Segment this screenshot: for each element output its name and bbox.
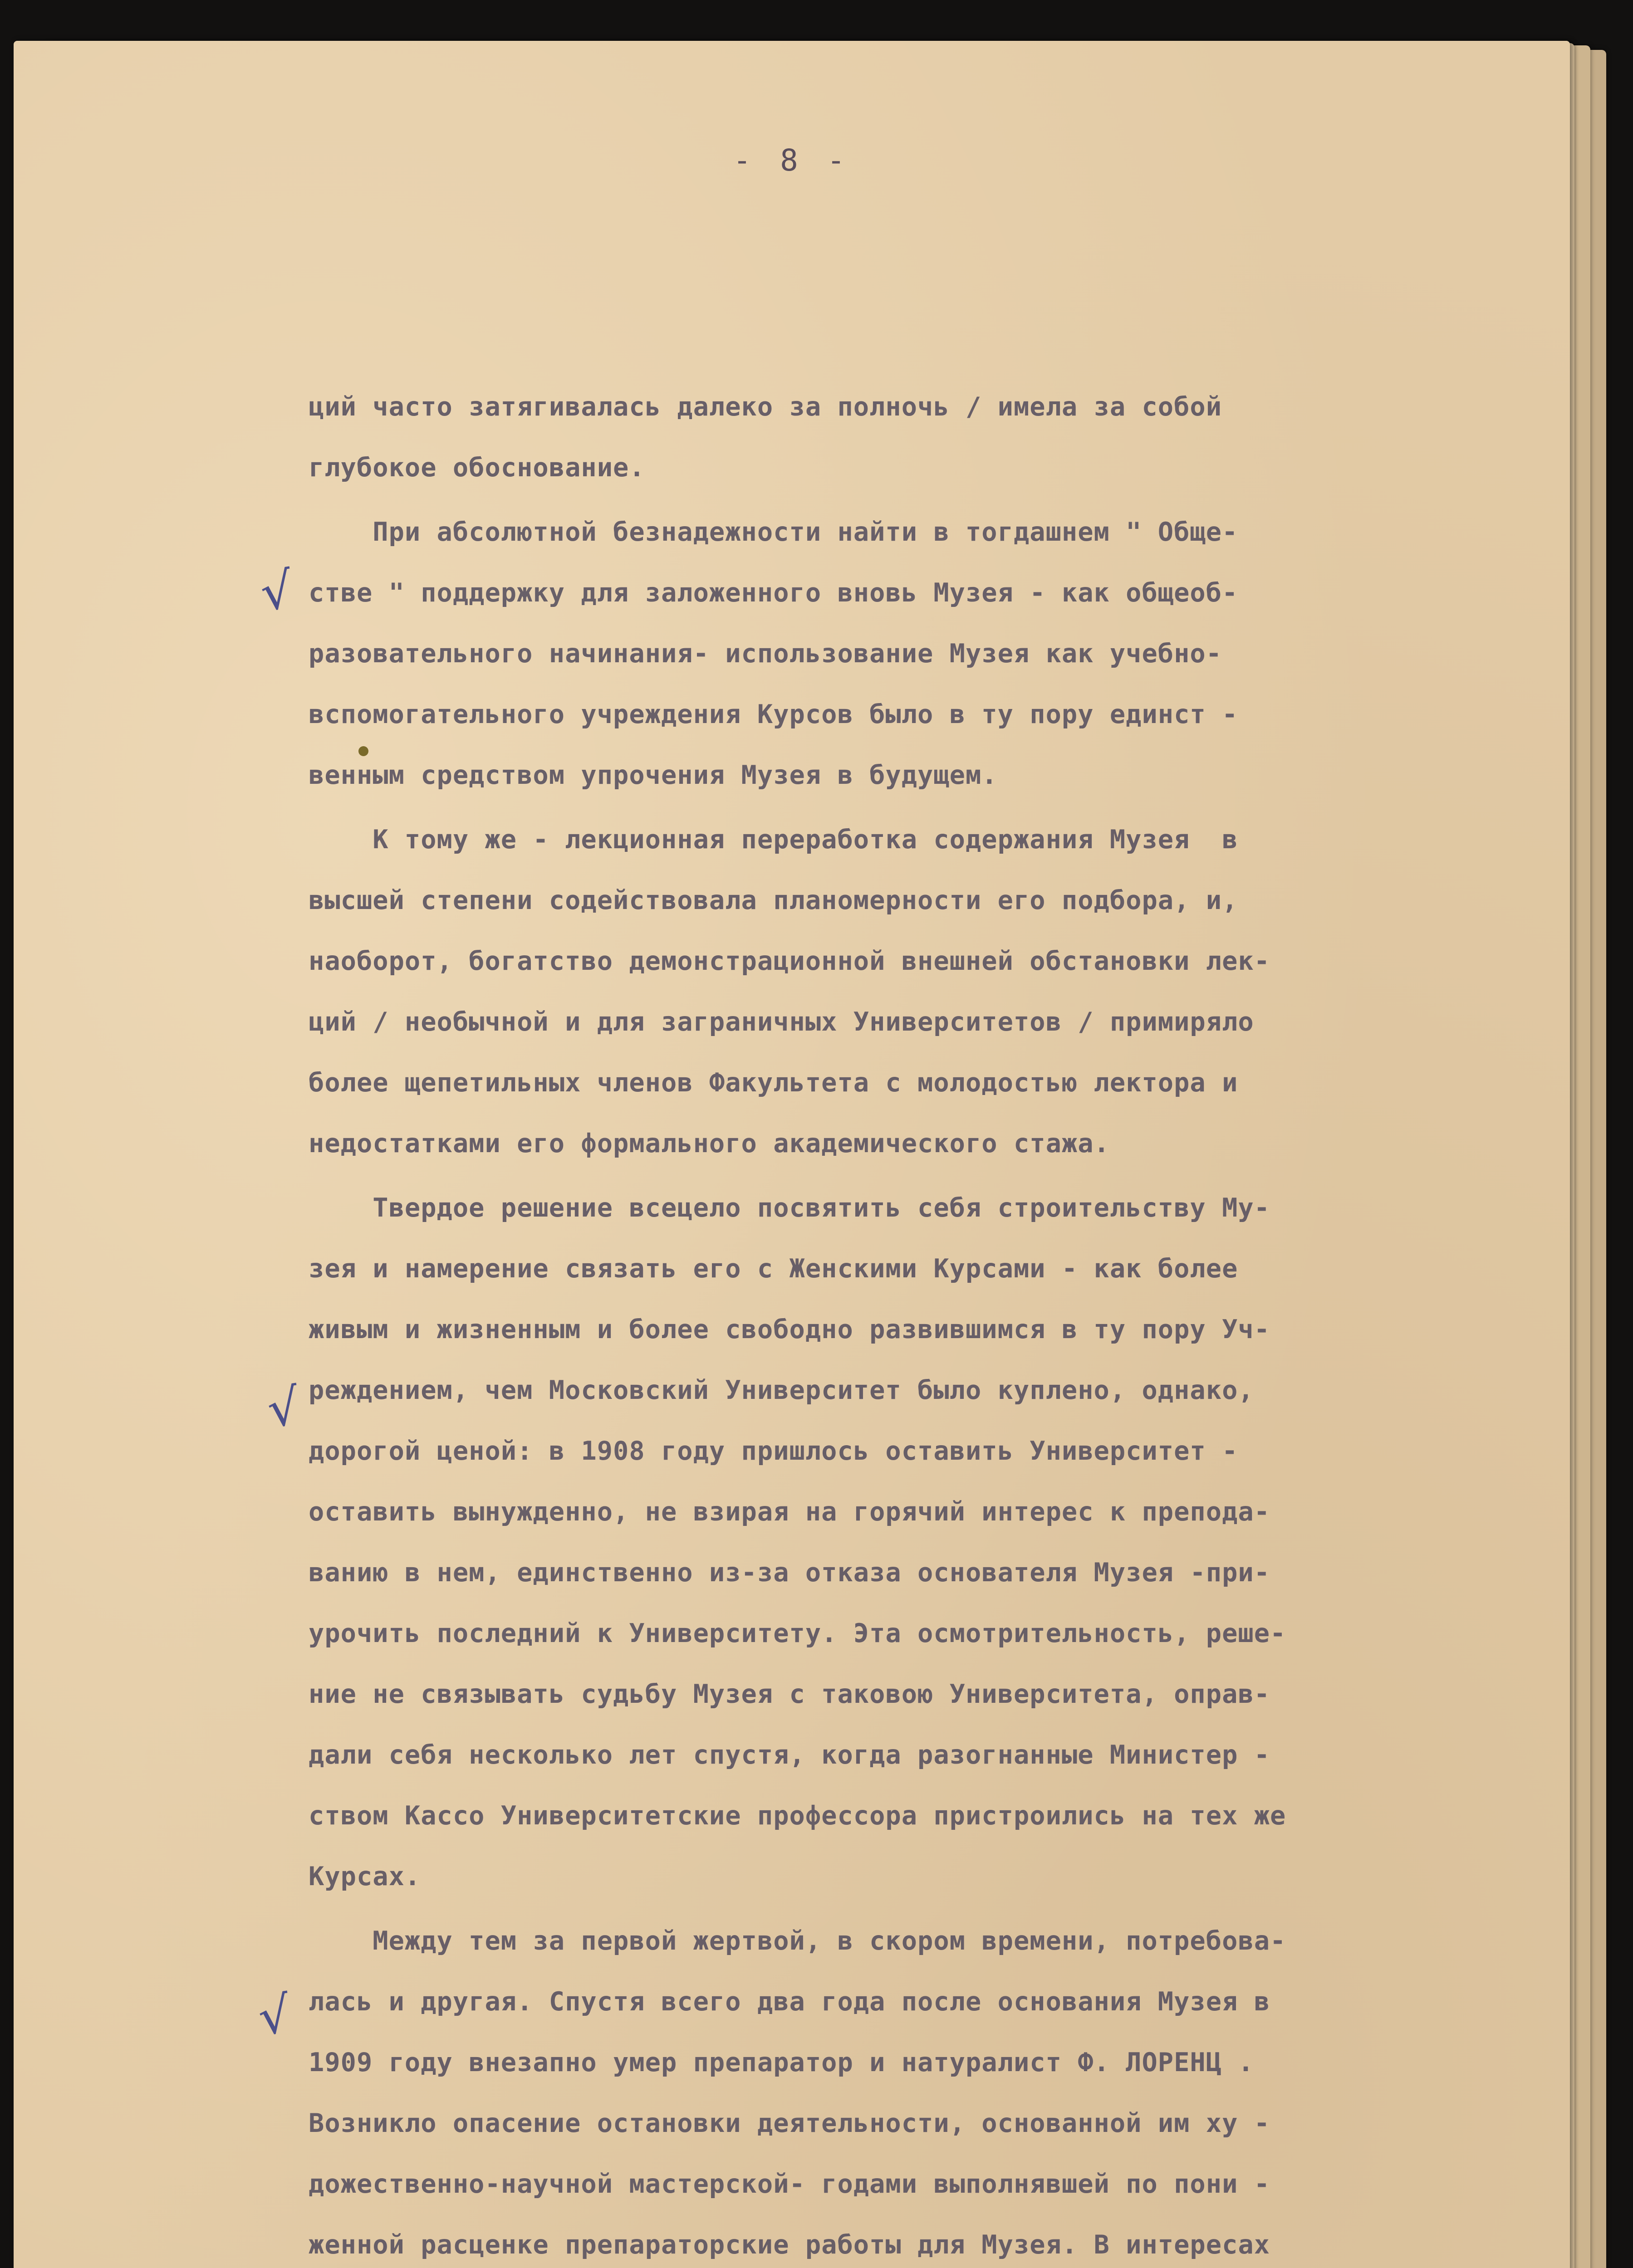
text-line: ций часто затягивалась далеко за полночь / имела за собой (309, 392, 1222, 422)
text-line: стве " поддержку для заложенного вновь Музея - как общеоб- (309, 578, 1238, 608)
text-line: разовательного начинания- использование Музея как учебно- (309, 639, 1222, 669)
text-line: ством Кассо Университетские профессора пристроились на тех же (309, 1801, 1286, 1831)
text-line: Курсах. (309, 1862, 421, 1892)
document-page (14, 41, 1570, 2268)
text-line: Твердое решение всецело посвятить себя строительству Му- (309, 1193, 1270, 1223)
text-line: недостатками его формального академического стажа. (309, 1129, 1110, 1158)
text-line: дожественно-научной мастерской- годами выполнявшей по пони - (309, 2169, 1270, 2199)
text-line: оставить вынужденно, не взирая на горячий интерес к препода- (309, 1497, 1270, 1527)
text-line: 1909 году внезапно умер препаратор и натуралист Ф. ЛОРЕНЦ . (309, 2048, 1254, 2077)
text-line: более щепетильных членов Факультета с молодостью лектора и (309, 1068, 1238, 1098)
text-line: При абсолютной безнадежности найти в тогдашнем " Обще- (309, 517, 1238, 547)
text-line: ние не связывать судьбу Музея с таковою Университета, оправ- (309, 1679, 1270, 1709)
text-line: реждением, чем Московский Университет было куплено, однако, (309, 1375, 1254, 1405)
margin-checkmark: √ (264, 1377, 304, 1439)
text-line: Возникло опасение остановки деятельности, основанной им ху - (309, 2108, 1270, 2138)
text-line: ций / необычной и для заграничных Университетов / примиряло (309, 1007, 1254, 1037)
text-line: урочить последний к Университету. Эта осмотрительность, реше- (309, 1618, 1286, 1648)
text-line: ванию в нем, единственно из-за отказа основателя Музея -при- (309, 1558, 1270, 1588)
text-line: высшей степени содействовала планомерности его подбора, и, (309, 885, 1238, 915)
text-line: живым и жизненным и более свободно развившимся в ту пору Уч- (309, 1315, 1270, 1344)
text-line: К тому же - лекционная переработка содержания Музея в (309, 825, 1238, 855)
text-line: венным средством упрочения Музея в будущем. (309, 760, 998, 790)
text-line: Между тем за первой жертвой, в скором времени, потребова- (309, 1926, 1286, 1956)
text-line: женной расценке препараторские работы для Музея. В интересах (309, 2230, 1270, 2260)
text-line: вспомогательного учреждения Курсов было в ту пору единст - (309, 699, 1238, 729)
margin-checkmark: √ (257, 560, 297, 623)
margin-checkmark: √ (255, 1984, 294, 2047)
text-line: дорогой ценой: в 1908 году пришлось оставить Университет - (309, 1436, 1238, 1466)
text-line: дали себя несколько лет спустя, когда разогнанные Министер - (309, 1740, 1270, 1770)
page-number: - 8 - (733, 143, 851, 178)
text-line: зея и намерение связать его с Женскими Курсами - как более (309, 1254, 1238, 1284)
text-line: наоборот, богатство демонстрационной внешней обстановки лек- (309, 946, 1270, 976)
text-line: глубокое обоснование. (309, 453, 645, 483)
typed-text-body (309, 376, 1488, 2268)
text-line: лась и другая. Спустя всего два года после основания Музея в (309, 1987, 1270, 2017)
